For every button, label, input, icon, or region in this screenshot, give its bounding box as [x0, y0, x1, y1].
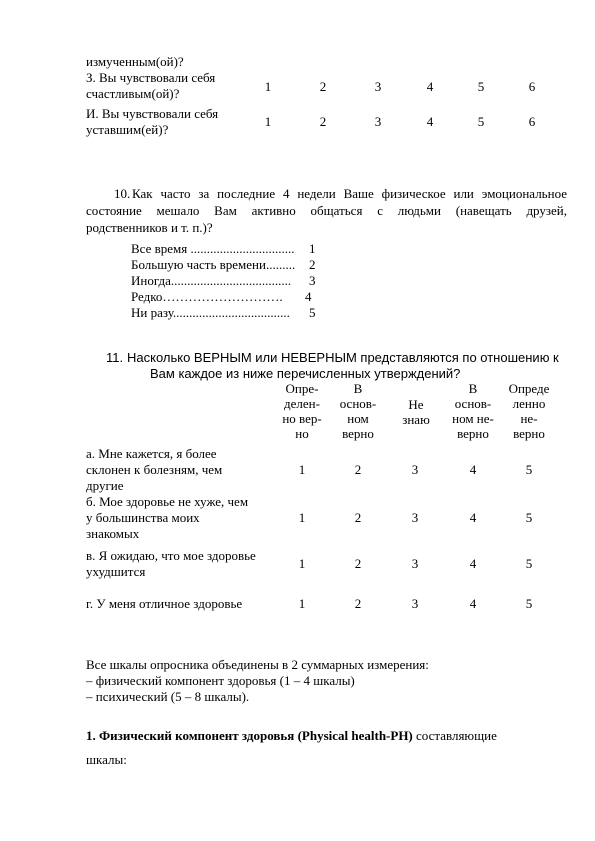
column-header: Опреде ленно не- верно [508, 381, 550, 441]
answer-value: 4 [469, 462, 477, 477]
answer-value: 1 [298, 556, 306, 571]
option-label: Иногда..................................... [131, 273, 292, 288]
answer-value: 5 [477, 79, 485, 94]
section-heading-bold: 1. Физический компонент здоровья (Physical health-PH) [86, 728, 413, 743]
row-label: б. Мое здоровье не хуже, чем [86, 494, 249, 509]
answer-value: 3 [374, 114, 382, 129]
answer-value: 1 [264, 79, 272, 94]
row-label: И. Вы чувствовали себя [86, 106, 219, 121]
section-heading-continuation: шкалы: [86, 752, 127, 767]
summary-bullet: – физический компонент здоровья (1 – 4 шкалы) [86, 673, 355, 688]
answer-value: 6 [528, 114, 536, 129]
answer-value: 1 [298, 596, 306, 611]
answer-value: 2 [354, 596, 362, 611]
question-text-line: Вам каждое из ниже перечисленных утверждений? [150, 366, 461, 381]
option-code: 1 [309, 241, 316, 256]
question-number: 10. [114, 186, 131, 201]
answer-value: 4 [426, 114, 434, 129]
answer-value: 6 [528, 79, 536, 94]
question-number: 11. [106, 350, 124, 365]
option-label: Редко………………………. [131, 289, 283, 304]
answer-value: 4 [469, 556, 477, 571]
answer-value: 4 [469, 596, 477, 611]
answer-value: 3 [411, 510, 419, 525]
column-header: В основ- ном верно [339, 381, 377, 441]
section-heading [86, 728, 497, 743]
answer-value: 5 [525, 462, 533, 477]
row-label: у большинства моих [86, 510, 200, 525]
column-header: В основ- ном не- верно [452, 381, 494, 441]
question-text-line: родственников и т. п.)? [86, 220, 213, 235]
answer-value: 2 [319, 114, 327, 129]
option-label: Все время ................................ [131, 241, 295, 256]
row-label: г. У меня отличное здоровье [86, 596, 243, 611]
answer-value: 4 [426, 79, 434, 94]
option-code: 3 [309, 273, 316, 288]
summary-bullet: – психический (5 – 8 шкалы). [86, 689, 250, 704]
column-header: Опре- делен- но вер- но [282, 381, 322, 441]
option-code: 2 [309, 257, 316, 272]
answer-value: 2 [319, 79, 327, 94]
answer-value: 3 [411, 556, 419, 571]
answer-value: 2 [354, 510, 362, 525]
answer-value: 2 [354, 556, 362, 571]
option-code: 5 [309, 305, 316, 320]
row-label: З. Вы чувствовали себя [86, 70, 216, 85]
answer-value: 2 [354, 462, 362, 477]
row-label: ухудшится [86, 564, 146, 579]
answer-value: 3 [411, 462, 419, 477]
row-label: а. Мне кажется, я более [86, 446, 217, 461]
answer-value: 4 [469, 510, 477, 525]
option-label: Ни разу.................................... [131, 305, 290, 320]
answer-value: 1 [298, 462, 306, 477]
row-label: знакомых [86, 526, 140, 541]
question-text-line: состояние мешало Вам активно общаться с людьми (навещать друзей, [86, 203, 567, 218]
summary-intro: Все шкалы опросника объединены в 2 суммарных измерения: [86, 657, 429, 672]
answer-value: 3 [374, 79, 382, 94]
row-label: в. Я ожидаю, что мое здоровье [86, 548, 256, 563]
option-label: Большую часть времени......... [131, 257, 296, 272]
section-heading-rest: составляющие [412, 728, 497, 743]
row-label: другие [86, 478, 124, 493]
answer-value: 1 [298, 510, 306, 525]
option-code: 4 [305, 289, 312, 304]
row-label: уставшим(ей)? [86, 122, 169, 137]
column-header: Не знаю [402, 397, 430, 427]
row-label: склонен к болезням, чем [86, 462, 223, 477]
q9-fragment: измученным(ой)? [86, 54, 184, 69]
question-text-line: Насколько ВЕРНЫМ или НЕВЕРНЫМ представляются по отношению к [127, 350, 559, 365]
answer-value: 5 [477, 114, 485, 129]
answer-value: 5 [525, 510, 533, 525]
question-text-line: Как часто за последние 4 недели Ваше физическое или эмоциональное [132, 186, 567, 201]
answer-value: 3 [411, 596, 419, 611]
row-label: счастливым(ой)? [86, 86, 180, 101]
answer-value: 5 [525, 556, 533, 571]
answer-value: 5 [525, 596, 533, 611]
answer-value: 1 [264, 114, 272, 129]
